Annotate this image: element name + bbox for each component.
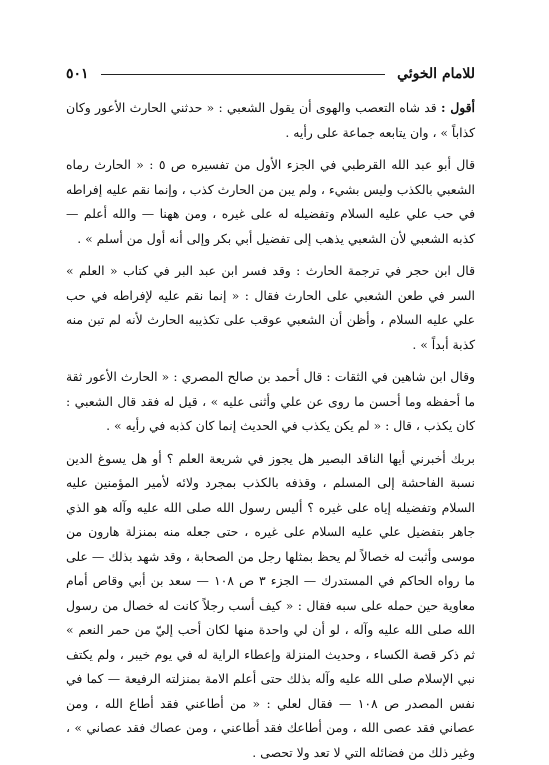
- paragraph: [66, 96, 475, 145]
- paragraph-text: قد شاه التعصب والهوى أن يقول الشعبي : « حدثني الحارث الأعور وكان كذاباً » ، وان يتابعه جماعة على رأيه .: [66, 100, 475, 140]
- paragraph-text: بربك أخبرني أيها الناقد البصير هل يجوز في شريعة العلم ؟ أو هل يسوغ الدين نسبة الفاحشة إلى المسلم ، وقذفه بالكذب بمجرد ولائه لأمير المؤمنين عليه السلام وتفضيله إياه على غيره ؟ أليس رسول الله صلى الله عليه وآله هو الذي جاهر بتفضيل علي عليه السلام على غيره ، حتى جعله منه بمنزلة هارون من موسى وأثبت له خصالاً لم يحظ بمثلها رجل من الصحابة ، وقد شهد بذلك — على ما رواه الحاكم في المستدرك — الجزء ٣ ص ١٠٨ — سعد بن أبي وقاص أمام معاوية حين حمله على سبه فقال : « كيف أسب رجلاً كانت له خصال من رسول الله صلى الله عليه وآله ، لو أن لي واحدة منها لكان أحب إليّ من حمر النعم » ثم ذكر قصة الكساء ، وحديث المنزلة وإعطاء الراية له في يوم خيبر ، ولم يكتف نبي الإسلام صلى الله عليه وآله بذلك حتى أعلم الامة بمنزلته الرفيعة — كما في نفس المصدر ص ١٠٨ — فقال لعلي : « من أطاعني فقد أطاع الله ، ومن عصاني فقد عصى الله ، ومن أطاعك فقد أطاعني ، ومن عصاك فقد عصاني » ، وغير ذلك من فضائله التي لا تعد ولا تحصى .: [66, 451, 475, 760]
- paragraph: [66, 365, 475, 439]
- page-number: ٥٠١: [66, 66, 89, 82]
- paragraph-lead: أقول :: [441, 100, 475, 115]
- running-title: للامام الخوئي: [397, 66, 475, 82]
- header-rule: [101, 74, 386, 75]
- paragraph: [66, 153, 475, 251]
- page-body: [66, 96, 475, 765]
- paragraph-text: قال أبو عبد الله القرطبي في الجزء الأول من تفسيره ص ٥ : « الحارث رماه الشعبي بالكذب وليس بشيء ، ولم يبن من الحارث كذب ، وإنما نقم عليه إفراطه في حب علي عليه السلام وتفضيله له على غيره ، ومن ههنا — والله أعلم — كذبه الشعبي لأن الشعبي يذهب إلى تفضيل أبي بكر وإلى أنه أول من أسلم » .: [66, 157, 475, 246]
- paragraph: [66, 447, 475, 765]
- paragraph-text: وقال ابن شاهين في الثقات : قال أحمد بن صالح المصري : « الحارث الأعور ثقة ما أحفظه وما أحسن ما روى عن علي وأثنى عليه » ، قيل له فقد قال الشعبي : كان يكذب ، قال : « لم يكن يكذب في الحديث إنما كان كذبه في رأيه » .: [66, 369, 475, 433]
- paragraph-text: قال ابن حجر في ترجمة الحارث : وقد فسر ابن عبد البر في كتاب « العلم » السر في طعن الشعبي على الحارث فقال : « إنما نقم عليه لإفراطه في حب علي عليه السلام ، وأظن أن الشعبي عوقب على تكذيبه الحارث لأنه لم تبن منه كذبة أبداً » .: [66, 263, 475, 352]
- paragraph: [66, 259, 475, 357]
- page-header: [66, 62, 475, 86]
